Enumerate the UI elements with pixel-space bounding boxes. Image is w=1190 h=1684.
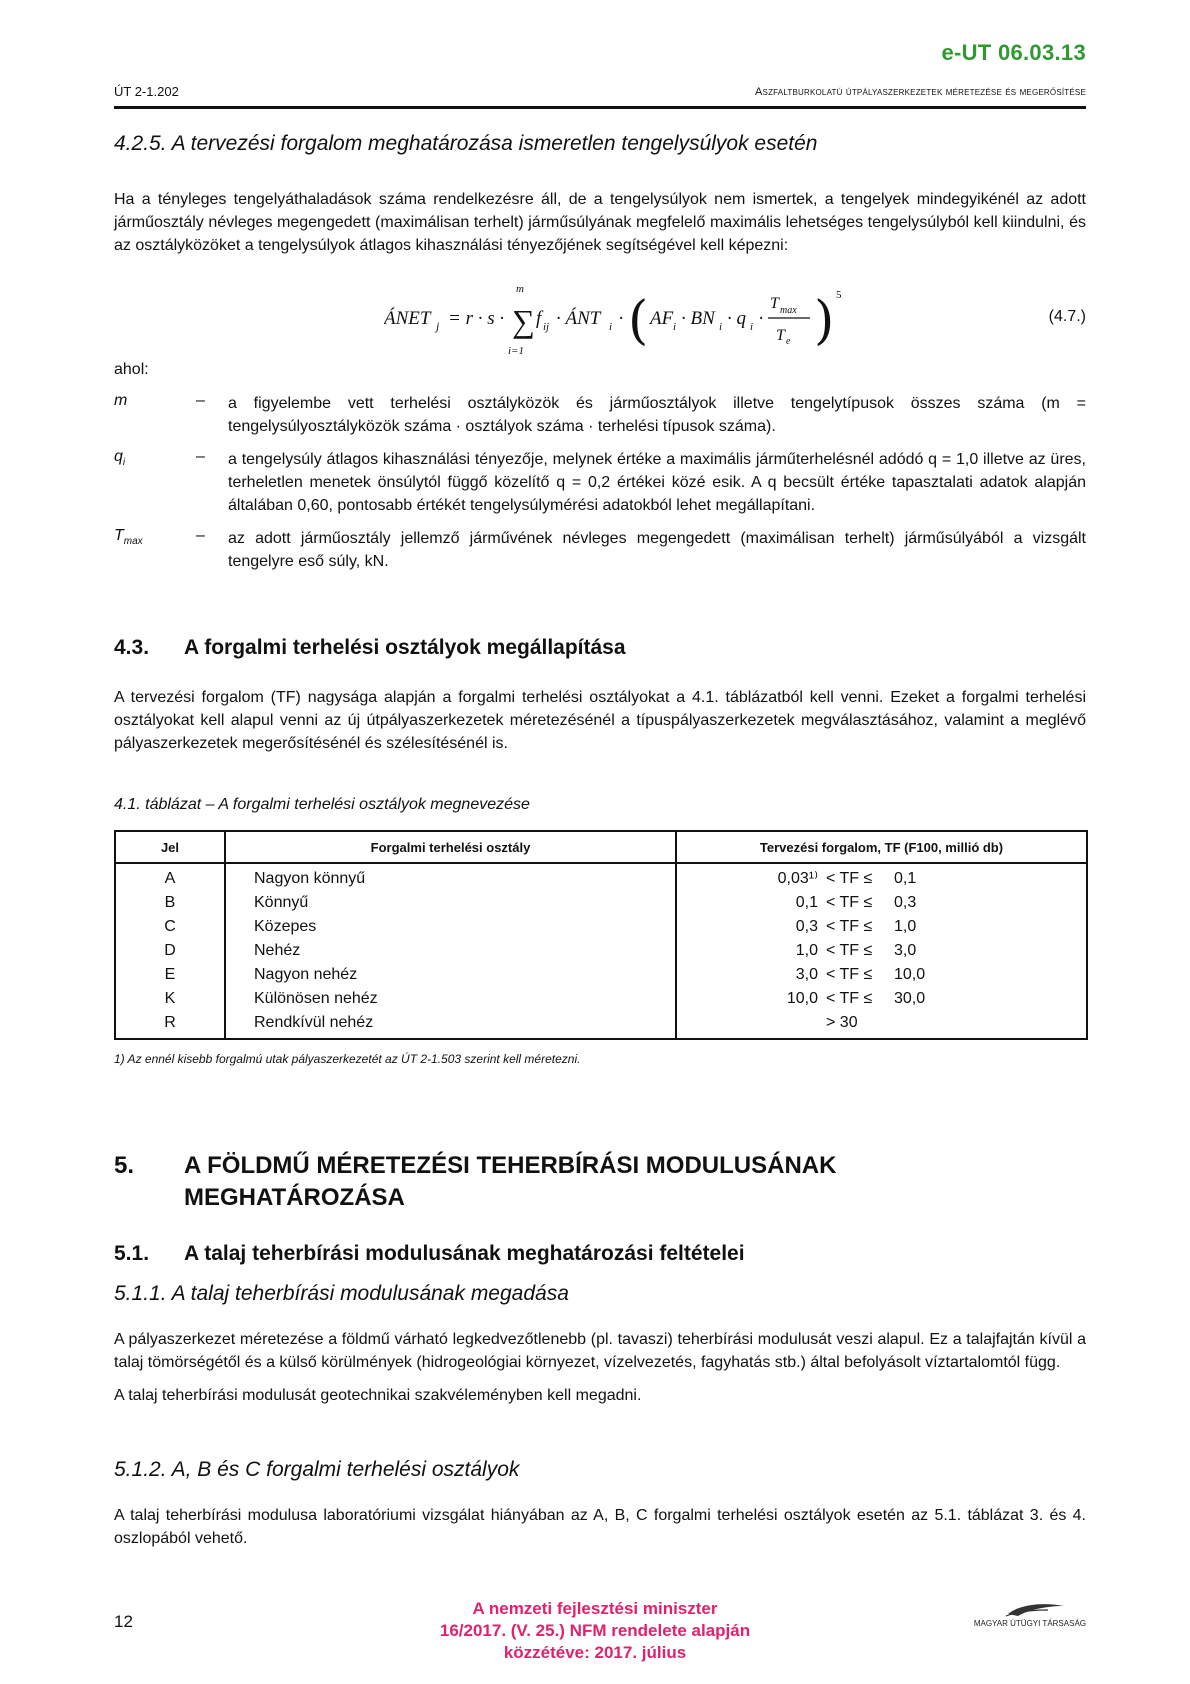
cell-tf: 0,03¹⁾ < TF ≤ 0,1 — [676, 863, 1087, 891]
cell-jel: D — [115, 939, 225, 963]
cell-name: Nagyon nehéz — [225, 963, 676, 987]
cell-name: Különösen nehéz — [225, 987, 676, 1011]
formula-bn-sub: i — [719, 321, 723, 333]
cell-tf: 3,0 < TF ≤ 10,0 — [676, 963, 1087, 987]
formula-ant-sub: i — [609, 321, 613, 333]
formula-frac-den: T — [776, 327, 785, 344]
cell-name: Rendkívül nehéz — [225, 1011, 676, 1039]
formula-ant: · ÁNT — [556, 308, 601, 329]
svg-text:·: · — [618, 308, 625, 329]
section-4-3-paragraph: A tervezési forgalom (TF) nagysága alapján a forgalmi terhelési osztályokat a 4.1. táblázatból kell venni. Ezeket a forgalmi terhelési osztályokat kell alapul venni az új útpályaszerkezetek méretezésénél a típuspályaszerkezetek megválasztásához, valamint a meglévő pályaszerkezetek megerősítésénél és szélesítésénél is. — [114, 689, 1086, 752]
cell-tf: 0,3 < TF ≤ 1,0 — [676, 915, 1087, 939]
right-paren-icon: ) — [814, 291, 835, 351]
formula-sum-top: m — [516, 286, 524, 295]
road-society-logo-icon — [936, 1600, 1086, 1630]
table-row — [115, 939, 1087, 963]
table-row — [115, 1011, 1087, 1039]
footer-line-3: közzétéve: 2017. július — [503, 1643, 687, 1662]
table-row — [115, 863, 1087, 891]
logo-text: MAGYAR ÚTÜGYI TÁRSASÁG — [973, 1619, 1086, 1628]
section-5-1-1-heading: 5.1.1. A talaj teherbírási modulusának megadása — [114, 1282, 569, 1305]
formula-q: · q — [727, 308, 746, 329]
header-standard-id: ÚT 2-1.202 — [114, 84, 179, 99]
footer-line-1: A nemzeti fejlesztési miniszter — [472, 1599, 718, 1618]
cell-tf: 0,1 < TF ≤ 0,3 — [676, 891, 1087, 915]
formula-af-sub: i — [673, 321, 677, 333]
formula-bn: · BN — [681, 308, 715, 329]
section-5-1-1-paragraph-2: A talaj teherbírási modulusát geotechnikai szakvéleményben kell megadni. — [114, 1387, 642, 1404]
section-5-1-2-heading: 5.1.2. A, B és C forgalmi terhelési osztályok — [114, 1458, 520, 1481]
formula-f: f — [536, 308, 542, 329]
section-5-1-2-paragraph: A talaj teherbírási modulusa laboratóriumi vizsgálat hiányában az A, B, C forgalmi terhelési osztályok esetén az 5.1. táblázat 3. és 4. oszlopából vehető. — [114, 1507, 1086, 1547]
section-5-1-2-body — [114, 1504, 1086, 1550]
cell-tf: 10,0 < TF ≤ 30,0 — [676, 987, 1087, 1011]
footer-publication-note — [395, 1598, 795, 1664]
definition-text: az adott járműosztály jellemző járművének névleges megengedett (maximálisan terhelt) járműsúlyából a vizsgált tengelyre eső súly, kN. — [228, 530, 1086, 570]
section-5-1-heading: 5.1. A talaj teherbírási modulusának meghatározási feltételei — [114, 1242, 745, 1265]
ahol-label-wrap — [114, 358, 1086, 381]
formula-4-7 — [114, 286, 1086, 358]
cell-jel: C — [115, 915, 225, 939]
traffic-class-table — [114, 830, 1088, 1040]
cell-name: Közepes — [225, 915, 676, 939]
section-4-2-5-body — [114, 188, 1086, 257]
formula-frac-den-sub: e — [786, 336, 791, 347]
table-row — [115, 891, 1087, 915]
formula-lhs-sub: j — [436, 319, 440, 333]
cell-name: Könnyű — [225, 891, 676, 915]
cell-name: Nagyon könnyű — [225, 863, 676, 891]
formula-af: AF — [650, 308, 674, 329]
definition-text: a figyelembe vett terhelési osztályközök és járműosztályok illetve tengelytípusok összes száma (m = tengelysúlyosztályközök száma · osztályok száma · terhelési típusok száma). — [228, 395, 1086, 435]
definition-m: m – a figyelembe vett terhelési osztályközök és járműosztályok illetve tengelytípusok összes száma (m = tengelysúlyosztályközök száma · osztályok száma · terhelési típusok száma). — [114, 392, 1086, 438]
cell-jel: K — [115, 987, 225, 1011]
section-4-3-heading: 4.3. A forgalmi terhelési osztályok megállapítása — [114, 636, 626, 659]
page-header — [114, 84, 1086, 109]
formula-eq: = r · s · — [448, 308, 505, 329]
cell-jel: B — [115, 891, 225, 915]
table-footnote: 1) Az ennél kisebb forgalmú utak pályaszerkezetét az ÚT 2-1.503 szerint kell méretezni. — [114, 1052, 581, 1066]
table-row — [115, 963, 1087, 987]
formula-f-sub: ij — [543, 321, 550, 333]
svg-text:·: · — [758, 308, 765, 329]
formula-sum-bottom: i=1 — [508, 345, 524, 357]
table-header-class: Forgalmi terhelési osztály — [225, 831, 676, 863]
section-4-2-5-heading: 4.2.5. A tervezési forgalom meghatározása ismeretlen tengelysúlyok esetén — [114, 132, 818, 155]
section-5-heading-wrap — [114, 1150, 1086, 1214]
document-code: e-UT 06.03.13 — [941, 40, 1086, 65]
table-header-jel: Jel — [115, 831, 225, 863]
definition-list — [114, 392, 1086, 583]
footer-line-2: 16/2017. (V. 25.) NFM rendelete alapján — [439, 1621, 751, 1640]
table-header-tf: Tervezési forgalom, TF (F100, millió db) — [676, 831, 1087, 863]
cell-jel: A — [115, 863, 225, 891]
left-paren-icon: ( — [628, 291, 649, 351]
formula-exponent: 5 — [836, 289, 842, 301]
formula-frac-num-sub: max — [780, 305, 797, 316]
section-5-1-heading-wrap — [114, 1242, 1086, 1266]
definition-text: a tengelysúly átlagos kihasználási tényezője, melynek értéke a maximális járműterhelésnél adódó q = 1,0 illetve az üres, terheletlen menetek önsúlytól függő közelítő q = 0,2 értékei közé esik. A q becsült értéke tapasztalati adatok alapján általában 0,60, pontosabb értékét tengelysúlymérési adatokból lehet megállapítani. — [228, 451, 1086, 514]
section-4-2-5-paragraph: Ha a tényleges tengelyáthaladások száma rendelkezésre áll, de a tengelysúlyok nem ismertek, a tengelyek mindegyikénél az adott járműosztály névleges megengedett (maximálisan terhelt) járműsúlyának megfelelő maximális lehetséges tengelysúlyból kell kiindulni, és az osztályközöket a tengelysúlyok átlagos kihasználási tényezőjének segítségével kell képezni: — [114, 191, 1086, 254]
cell-jel: R — [115, 1011, 225, 1039]
section-5-heading: 5. A FÖLDMŰ MÉRETEZÉSI TEHERBÍRÁSI MODULUSÁNAK MEGHATÁROZÁSA — [114, 1152, 837, 1211]
table-header-row — [115, 831, 1087, 863]
definition-symbol: m — [114, 392, 128, 409]
formula-lhs: ÁNET — [384, 308, 431, 329]
svg-text:ÁNET — [384, 307, 432, 329]
section-5-1-1-paragraph-1: A pályaszerkezet méretezése a földmű várható legkedvezőtlenebb (pl. tavaszi) teherbírási modulusát veszi alapul. Ez a talajfajtán kívül a talaj tömörségétől és a külső körülmények (hidrogeológiai környezet, vízelvezetés, fagyhatás stb.) által befolyásolt víztartalomtól függ. — [114, 1331, 1086, 1371]
section-4-3-body — [114, 686, 1086, 755]
formula-frac-num: T — [770, 295, 779, 312]
table-row — [115, 987, 1087, 1011]
table-row — [115, 915, 1087, 939]
cell-tf: 1,0 < TF ≤ 3,0 — [676, 939, 1087, 963]
definition-q: $q_i$ – a tengelysúly átlagos kihasználási tényezője, melynek értéke a maximális járműterhelésnél adódó q = 1,0 illetve az üres, terheletlen menetek önsúlytól függő közelítő q = 0,2 értékei közé esik. A q becsült értéke tapasztalati adatok alapján általában 0,60, pontosabb értékét tengelysúlymérési adatokból lehet megállapítani. — [114, 448, 1086, 517]
section-5-1-1-heading-wrap — [114, 1282, 1086, 1306]
cell-name: Nehéz — [225, 939, 676, 963]
header-title: Aszfaltburkolatú útpályaszerkezetek méretezése és megerősítése — [755, 86, 1086, 98]
section-5-1-1-body — [114, 1328, 1086, 1407]
definition-symbol: $T_{max}$ — [114, 527, 143, 548]
table-caption-wrap — [114, 793, 1086, 816]
cell-jel: E — [115, 963, 225, 987]
formula-number: (4.7.) — [1048, 308, 1086, 325]
section-4-2-5 — [114, 132, 1086, 156]
formula-expression — [384, 286, 904, 358]
sum-icon: ∑ — [512, 303, 535, 339]
definition-tmax: $T_{max}$ – az adott járműosztály jellemző járművének névleges megengedett (maximálisan terhelt) járműsúlyából a vizsgált tengelyre eső súly, kN. — [114, 527, 1086, 573]
formula-q-sub: i — [750, 321, 754, 333]
table-caption: 4.1. táblázat – A forgalmi terhelési osztályok megnevezése — [114, 796, 530, 813]
definition-symbol: $q_i$ — [114, 448, 126, 469]
section-5-1-2-heading-wrap — [114, 1458, 1086, 1482]
section-4-3-heading-wrap — [114, 636, 1086, 660]
cell-tf: > 30 — [676, 1011, 1087, 1039]
ahol-label: ahol: — [114, 361, 149, 378]
page-number: 12 — [114, 1612, 133, 1631]
